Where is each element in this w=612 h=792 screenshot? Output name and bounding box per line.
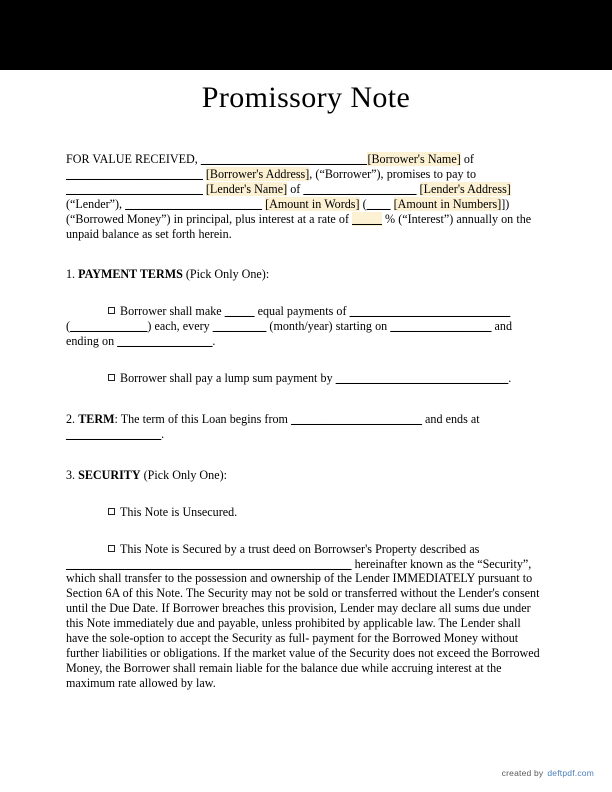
blank-lender-name[interactable]: _______________________: [66, 181, 203, 196]
intro-after-lender-name: of: [287, 181, 304, 196]
document-content: [66, 70, 546, 691]
checkbox-icon-installments[interactable]: [108, 307, 115, 314]
security-option-unsecured: [108, 505, 546, 520]
section-2-lead: : The term of this Loan begins from: [114, 411, 292, 426]
blank-term-begin[interactable]: ______________________: [291, 411, 422, 426]
section-1-number: 1.: [66, 267, 76, 282]
section-2-tail: .: [161, 426, 165, 441]
blank-borrower-address[interactable]: _______________________: [66, 166, 203, 181]
security-option-secured: [66, 542, 546, 557]
security-body-paragraph: [66, 557, 546, 691]
intro-last-line: unpaid balance as set forth herein.: [66, 226, 232, 241]
intro-close-paren: ]): [501, 196, 510, 211]
credit-prefix: created by: [501, 768, 544, 778]
footer-credit: [502, 768, 594, 778]
option-unsecured-label: This Note is Unsecured.: [120, 504, 238, 519]
field-amount-numbers: [Amount in Numbers]: [393, 196, 502, 211]
blank-end-date[interactable]: ________________: [117, 334, 213, 349]
section-3-name: SECURITY: [78, 467, 141, 482]
top-black-bar: [0, 0, 612, 70]
option-secured-label: This Note is Secured by a trust deed on Borrowser's Property described as: [120, 541, 480, 556]
payment-option-lumpsum: [66, 371, 546, 386]
blank-payment-period[interactable]: _________: [212, 319, 267, 334]
intro-borrowed-money-lead: (“Borrowed Money”) in principal, plus interest at a rate of: [66, 211, 353, 226]
option2-lead: Borrower shall pay a lump sum payment by: [120, 371, 336, 386]
section-1-heading: [66, 267, 546, 282]
field-borrowers-address: [Borrower's Address]: [205, 166, 310, 181]
spacer: [66, 386, 546, 412]
page-title: Promissory Note: [201, 81, 411, 114]
option1-line2-open: (: [66, 319, 71, 334]
option1-line2-mid: ) each, every: [147, 319, 213, 334]
section-3-qualifier: (Pick Only One):: [143, 467, 227, 482]
spacer: [66, 241, 546, 267]
blank-payment-count[interactable]: _____: [224, 304, 255, 319]
blank-lumpsum-date[interactable]: _____________________________: [335, 371, 509, 386]
section-3-number: 3.: [66, 467, 76, 482]
section-3-heading: [66, 468, 546, 483]
option1-line2-mid2: (month/year) starting on: [266, 319, 391, 334]
section-1-qualifier: (Pick Only One):: [185, 267, 270, 282]
section-2-name: TERM: [78, 411, 115, 426]
field-borrowers-name: [Borrower's Name]: [367, 152, 461, 166]
blank-term-end[interactable]: ________________: [66, 426, 162, 441]
field-lenders-address: [Lender's Address]: [419, 181, 511, 196]
section-1-name: PAYMENT TERMS: [78, 267, 183, 282]
option1-line3-lead: ending on: [66, 334, 118, 349]
security-body-text: hereinafter known as the “Security”, which shall transfer to the possession and ownership of the Lender IMMEDIATELY pursuant to Section 6A of this Note. The Security may not be sold or transferred without the Lender's consent until the Due Date. If Borrower breaches this provision, Lender may declare all sums due under this Note immediately due and payable, unless prohibited by applicable law. The Lender shall have the sole-option to accept the Security as full- payment for the Borrowed Money without further liabilities or obligations. If the market value of the Security does not exceed the Borrowed Money, the Borrower shall remain liable for the balance due while accruing interest at the maximum rate allowed by law.: [66, 556, 540, 690]
blank-payment-amount-words[interactable]: _____________: [70, 319, 148, 334]
intro-lead: FOR VALUE RECEIVED,: [66, 152, 201, 166]
option2-tail: .: [508, 371, 512, 386]
section-2-number: 2.: [66, 411, 76, 426]
blank-amount-numbers[interactable]: ____: [366, 196, 391, 211]
blank-lender-address[interactable]: ___________________: [303, 181, 417, 196]
field-lenders-name: [Lender's Name]: [205, 181, 288, 196]
intro-lender-paren: (“Lender”),: [66, 196, 126, 211]
blank-amount-words[interactable]: _______________________: [125, 196, 262, 211]
blank-interest-rate[interactable]: _____: [352, 211, 382, 226]
section-2-mid: and ends at: [421, 411, 480, 426]
option1-line3-tail: .: [212, 334, 216, 349]
blank-start-date[interactable]: _________________: [390, 319, 492, 334]
intro-open-paren: (: [359, 196, 367, 211]
blank-payment-amount[interactable]: ___________________________: [349, 304, 511, 319]
option1-lead: Borrower shall make: [120, 304, 225, 319]
intro-after-address: , (“Borrower”), promises to pay to: [309, 166, 477, 181]
intro-after-name: of: [460, 152, 474, 166]
spacer: [66, 442, 546, 468]
section-2-term: [66, 412, 546, 442]
checkbox-icon-unsecured[interactable]: [108, 508, 115, 515]
intro-rate-tail: % (“Interest”) annually on the: [381, 211, 532, 226]
checkbox-icon-secured[interactable]: [108, 545, 115, 552]
checkbox-icon-lumpsum[interactable]: [108, 374, 115, 381]
option1-line2-tail: and: [491, 319, 513, 334]
blank-security-description[interactable]: ________________________________________________: [66, 556, 352, 571]
credit-brand-link[interactable]: deftpdf.com: [547, 768, 594, 778]
field-amount-words: [Amount in Words]: [265, 196, 360, 211]
spacer: [66, 282, 546, 304]
intro-paragraph: [66, 152, 546, 241]
payment-option-installments: [66, 304, 546, 349]
spacer: [66, 483, 546, 505]
blank-borrower-name[interactable]: ____________________________: [200, 152, 368, 166]
spacer: [66, 520, 546, 542]
spacer: [66, 349, 546, 371]
option1-mid1: equal payments of: [254, 304, 350, 319]
